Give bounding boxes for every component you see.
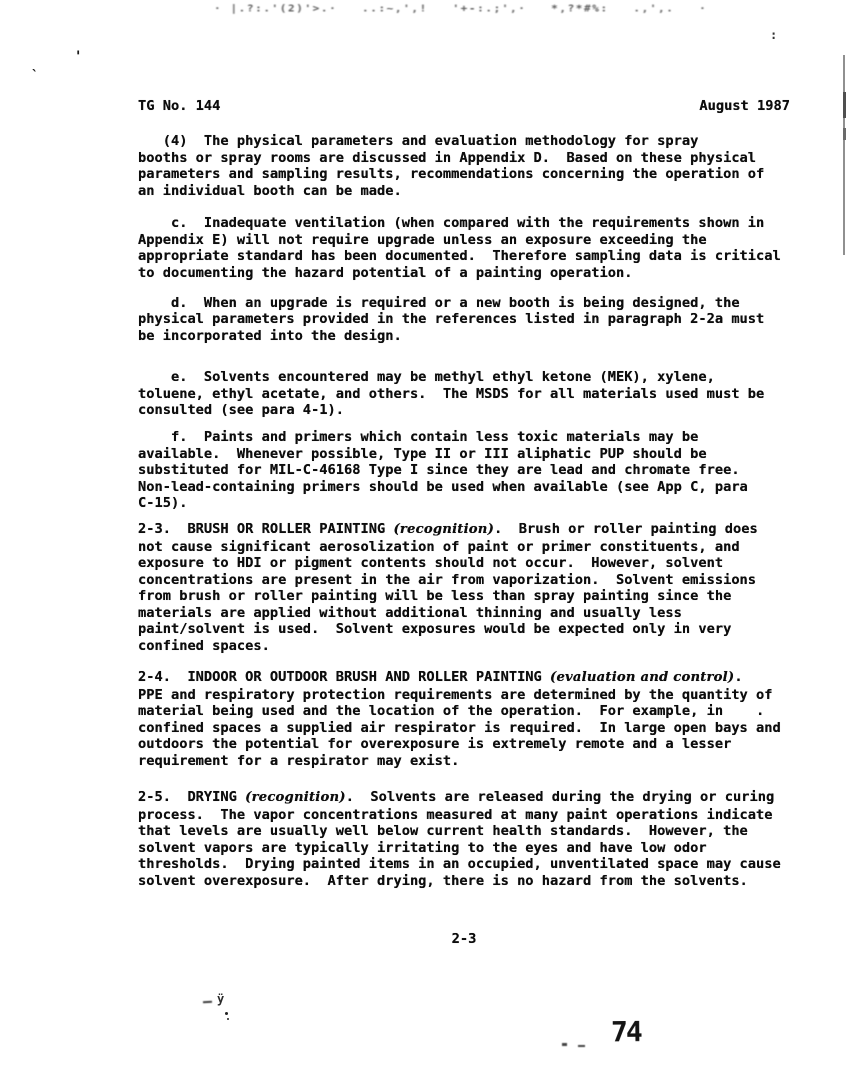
text-line: that levels are usually well below current health standards. However, the: [138, 823, 748, 839]
paragraph-pe: [138, 369, 790, 419]
ink-dash: [562, 1043, 567, 1046]
doc-number: TG No. 144: [138, 98, 221, 114]
text-line: be incorporated into the design.: [138, 327, 402, 344]
text-line: 2-5. DRYING (recognition). Solvents are released during the drying or curing: [138, 789, 775, 805]
text-line: an individual booth can be made.: [138, 182, 402, 199]
scan-edge-mark: [843, 92, 846, 118]
paragraph-pf: [138, 429, 790, 512]
text-line: materials are applied without additional thinning and usually less: [138, 604, 682, 621]
text-block: [138, 0, 790, 948]
text-line: d. When an upgrade is required or a new booth is being designed, the: [138, 294, 740, 311]
paragraph-pc: [138, 215, 790, 281]
paragraph-s23: [138, 521, 790, 654]
text-line: substituted for MIL-C-46168 Type I since they are lead and chromate free.: [138, 462, 740, 478]
text-line: solvent vapors are typically irritating to the eyes and have low odor: [138, 839, 707, 856]
text-line: f. Paints and primers which contain less toxic materials may be: [138, 429, 699, 445]
ink-speck: :: [770, 28, 778, 42]
text-line: 2-3. BRUSH OR ROLLER PAINTING (recognition). Brush or roller painting does: [138, 521, 758, 537]
scan-edge-line: [843, 55, 845, 255]
paragraph-s24: [138, 669, 790, 769]
italic-annotation: (recognition): [393, 522, 495, 537]
paragraph-pd: [138, 295, 790, 345]
text-line: from brush or roller painting will be less than spray painting since the: [138, 588, 732, 604]
text-line: Non-lead-containing primers should be used when available (see App C, para: [138, 478, 748, 495]
text-line: (4) The physical parameters and evaluation methodology for spray: [138, 133, 699, 149]
document-body: [138, 133, 790, 889]
text-line: appropriate standard has been documented. Therefore sampling data is critical: [138, 248, 781, 264]
text-line: confined spaces a supplied air respirator is required. In large open bays and: [138, 719, 781, 736]
text-line: 2-4. INDOOR OR OUTDOOR BRUSH AND ROLLER PAINTING (evaluation and control).: [138, 669, 743, 685]
ink-dot: [227, 1018, 229, 1020]
paragraph-s25: [138, 789, 790, 889]
ink-dot: [225, 1012, 228, 1015]
text-line: to documenting the hazard potential of a painting operation.: [138, 264, 633, 281]
text-line: confined spaces.: [138, 637, 270, 654]
text-line: not cause significant aerosolization of paint or primer constituents, and: [138, 538, 740, 555]
text-line: exposure to HDI or pigment contents should not occur. However, solvent: [138, 555, 724, 571]
scan-edge-mark: [843, 128, 846, 140]
page-header: [138, 98, 790, 115]
text-line: Appendix E) will not require upgrade unless an exposure exceeding the: [138, 231, 707, 248]
text-line: c. Inadequate ventilation (when compared with the requirements shown in: [138, 215, 765, 231]
text-line: thresholds. Drying painted items in an occupied, unventilated space may cause: [138, 856, 781, 872]
text-line: PPE and respiratory protection requirements are determined by the quantity of: [138, 686, 773, 703]
page-number: 2-3: [451, 931, 477, 947]
scan-noise-top: · |.?:.'(2)'>.· ..:~,',! '+-:.;',· *,?*#%: .,',. ·: [214, 2, 708, 15]
text-line: physical parameters provided in the references listed in paragraph 2-2a must: [138, 311, 765, 327]
paragraph-p4: [138, 133, 790, 199]
stamp-page-number: 74: [610, 1014, 641, 1049]
doc-date: August 1987: [699, 98, 790, 114]
text-line: parameters and sampling results, recommendations concerning the operation of: [138, 166, 765, 182]
text-line: solvent overexposure. After drying, there is no hazard from the solvents.: [138, 872, 748, 889]
ink-dash: [578, 1045, 585, 1047]
text-line: toluene, ethyl acetate, and others. The MSDS for all materials used must be: [138, 385, 765, 402]
ink-smudge-bottom-left: [203, 1001, 212, 1003]
text-line: requirement for a respirator may exist.: [138, 752, 460, 769]
italic-annotation: (recognition): [245, 790, 346, 805]
text-line: C-15).: [138, 495, 188, 511]
italic-annotation: (evaluation and control): [550, 670, 735, 685]
text-line: material being used and the location of the operation. For example, in .: [138, 703, 765, 719]
text-line: concentrations are present in the air from vaporization. Solvent emissions: [138, 571, 757, 588]
text-line: consulted (see para 4-1).: [138, 402, 345, 418]
text-line: available. Whenever possible, Type II or III aliphatic PUP should be: [138, 445, 707, 462]
text-line: paint/solvent is used. Solvent exposures would be expected only in very: [138, 621, 732, 637]
text-line: process. The vapor concentrations measured at many paint operations indicate: [138, 806, 773, 823]
ink-smudge-bottom-left: ÿ: [217, 992, 225, 1006]
text-line: booths or spray rooms are discussed in Appendix D. Based on these physical: [138, 149, 757, 166]
ink-speck: ': [74, 49, 83, 65]
ink-speck: `: [31, 69, 39, 84]
text-line: e. Solvents encountered may be methyl ethyl ketone (MEK), xylene,: [138, 369, 715, 385]
text-line: outdoors the potential for overexposure is extremely remote and a lesser: [138, 736, 732, 752]
